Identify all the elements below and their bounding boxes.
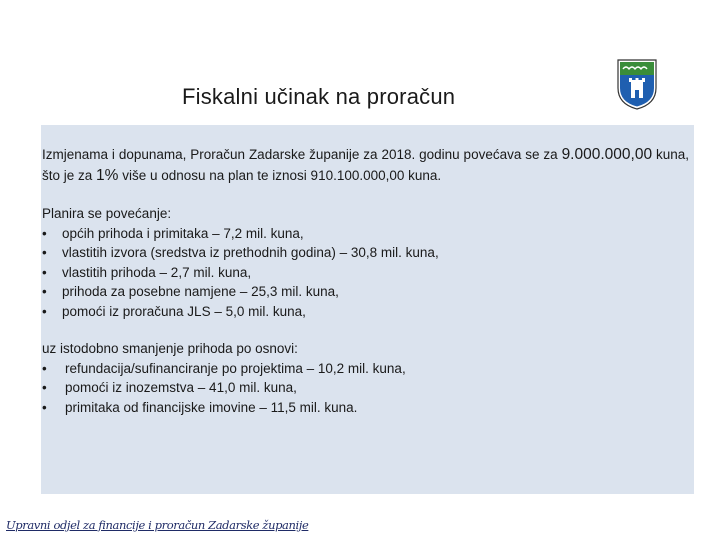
page-title: Fiskalni učinak na proračun	[182, 84, 456, 109]
list-item: • vlastitih izvora (sredstva iz prethodnih godina) – 30,8 mil. kuna,	[42, 243, 439, 263]
increase-list	[42, 224, 439, 322]
intro-part3: više u odnosu na plan te iznosi 910.100.000,00 kuna.	[118, 168, 442, 183]
decrease-list	[42, 359, 406, 418]
increase-section	[42, 204, 439, 322]
list-item: • općih prihoda i primitaka – 7,2 mil. kuna,	[42, 224, 439, 244]
decrease-section	[42, 339, 406, 417]
decrease-heading: uz istodobno smanjenje prihoda po osnovi:	[42, 341, 298, 356]
increase-heading: Planira se povećanje:	[42, 206, 172, 221]
list-item: • prihoda za posebne namjene – 25,3 mil. kuna,	[42, 282, 439, 302]
list-item: • refundacija/sufinanciranje po projektima – 10,2 mil. kuna,	[42, 359, 406, 379]
intro-amount: 9.000.000,00	[561, 146, 653, 163]
intro-paragraph	[42, 144, 689, 186]
list-item: • vlastitih prihoda – 2,7 mil. kuna,	[42, 263, 439, 283]
list-item: • pomoći iz proračuna JLS – 5,0 mil. kuna,	[42, 302, 439, 322]
list-item: • pomoći iz inozemstva – 41,0 mil. kuna,	[42, 378, 406, 398]
footer-department-link[interactable]: Upravni odjel za financije i proračun Zadarske županije	[6, 518, 309, 532]
intro-part2: kuna, što je za	[42, 147, 689, 183]
list-item: • primitaka od financijske imovine – 11,5 mil. kuna.	[42, 398, 406, 418]
coat-of-arms-icon	[616, 58, 658, 110]
intro-percent: 1%	[96, 167, 119, 184]
intro-part1: Izmjenama i dopunama, Proračun Zadarske županije za 2018. godinu povećava se za	[42, 147, 562, 162]
